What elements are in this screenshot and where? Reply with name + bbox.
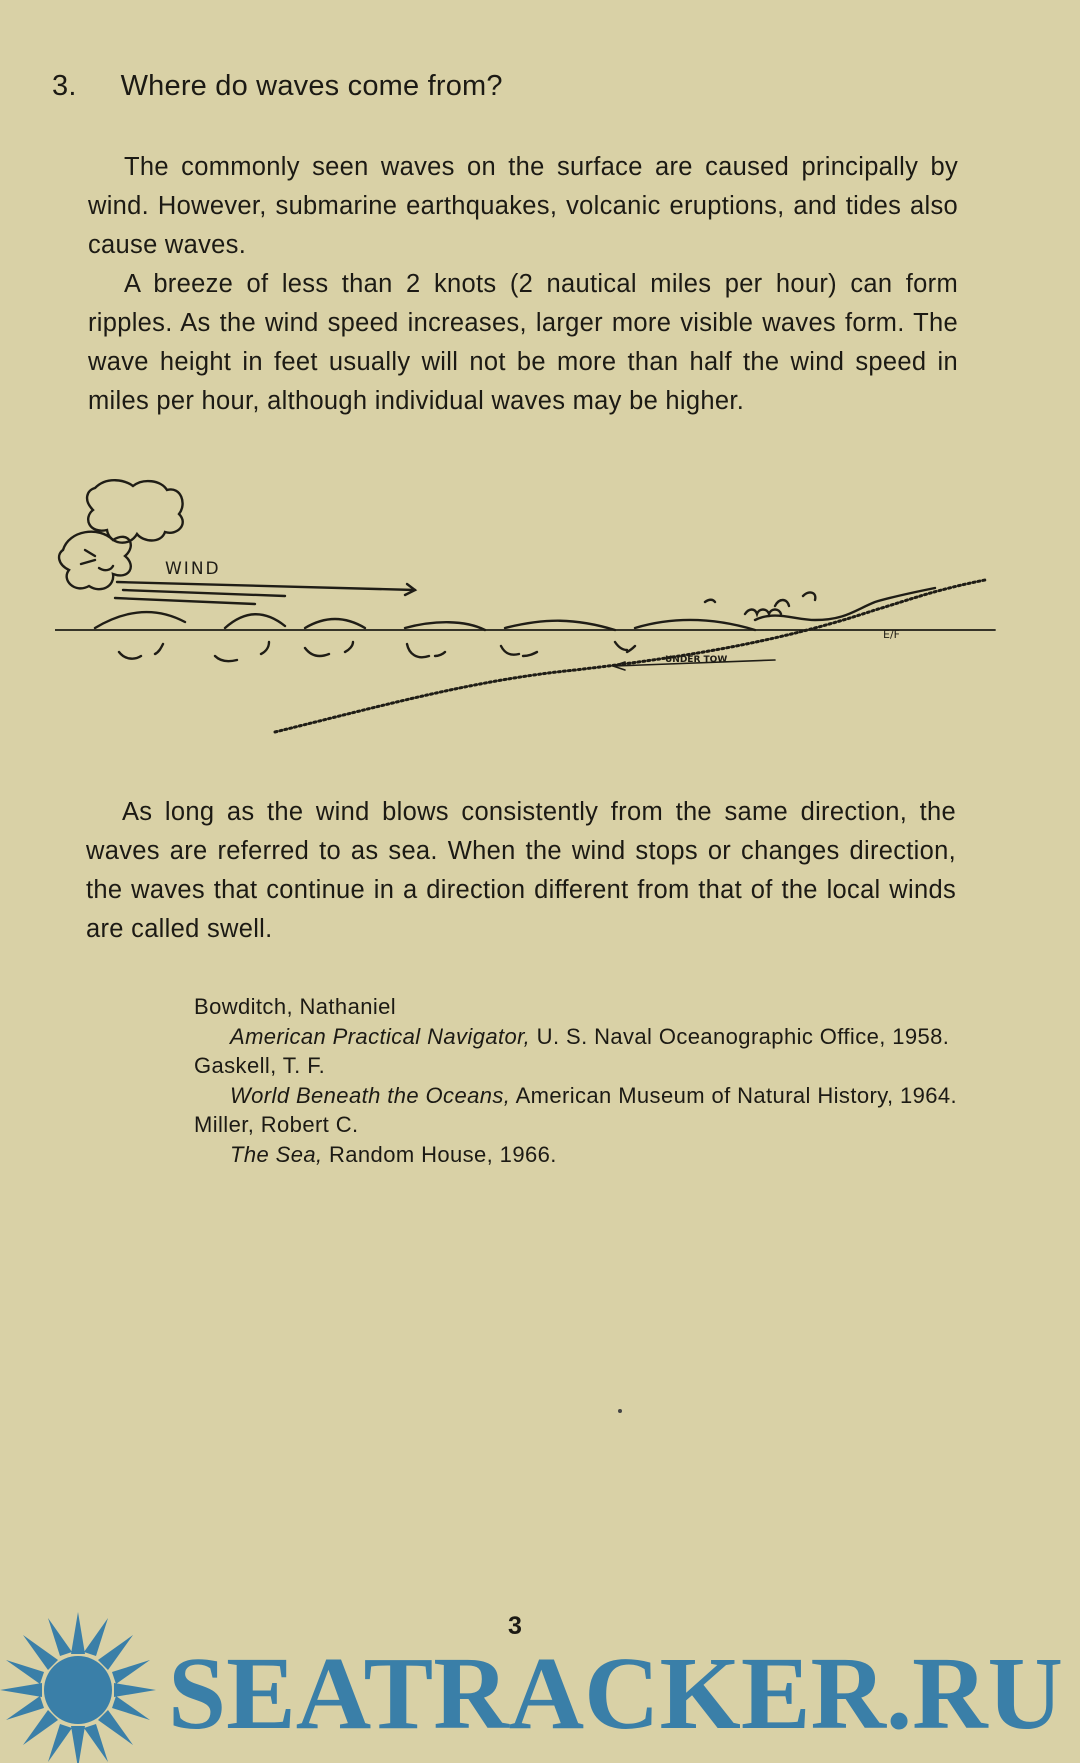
- artist-mark: E/F: [883, 628, 900, 641]
- speck: [618, 1409, 622, 1413]
- reference-author: Gaskell, T. F.: [194, 1053, 326, 1078]
- watermark-text: SEATRACKER.RU: [168, 1636, 1063, 1751]
- reference-title: American Practical Navigator,: [230, 1023, 531, 1049]
- reference-work: [194, 1081, 959, 1111]
- sun-icon: [0, 1612, 156, 1763]
- section-heading: [52, 70, 503, 103]
- reference-title: The Sea,: [230, 1141, 323, 1167]
- wind-label: WIND: [165, 559, 221, 579]
- paragraph-text: A breeze of less than 2 knots (2 nautical miles per hour) can form ripples. As the wind speed increases, larger more visible waves form. The wave height in feet usually will not be more than half the wind speed in miles per hour, although individual waves may be higher.: [88, 270, 958, 415]
- reference-work: [194, 1022, 959, 1052]
- reference-author: Miller, Robert C.: [194, 1112, 359, 1137]
- reference-publisher: U. S. Naval Oceanographic Office, 1958.: [530, 1023, 950, 1049]
- undertow-label: UNDER TOW: [665, 655, 728, 665]
- reference-work: [194, 1140, 959, 1170]
- paragraph-wind-speed: [88, 265, 958, 421]
- watermark-logo: [0, 1600, 1080, 1763]
- paragraph-wave-causes: [88, 148, 958, 265]
- paragraph-text: The commonly seen waves on the surface are caused principally by wind. However, submarine earthquakes, volcanic eruptions, and tides also cause waves.: [88, 153, 958, 259]
- reference-publisher: Random House, 1966.: [322, 1141, 557, 1167]
- reference-list: [194, 992, 959, 1169]
- reference-title: World Beneath the Oceans,: [230, 1082, 511, 1108]
- paragraph-sea-swell: [86, 793, 956, 949]
- section-title: Where do waves come from?: [120, 70, 503, 102]
- section-number: 3.: [52, 70, 77, 102]
- paragraph-text: As long as the wind blows consistently from the same direction, the waves are referred to as sea. When the wind stops or changes direction, the waves that continue in a direction different from that of the local winds are called swell.: [86, 798, 956, 943]
- page-number: 3: [508, 1612, 522, 1640]
- wave-formation-diagram: [55, 470, 1000, 760]
- reference-author: Bowditch, Nathaniel: [194, 994, 397, 1019]
- reference-publisher: American Museum of Natural History, 1964.: [510, 1082, 958, 1108]
